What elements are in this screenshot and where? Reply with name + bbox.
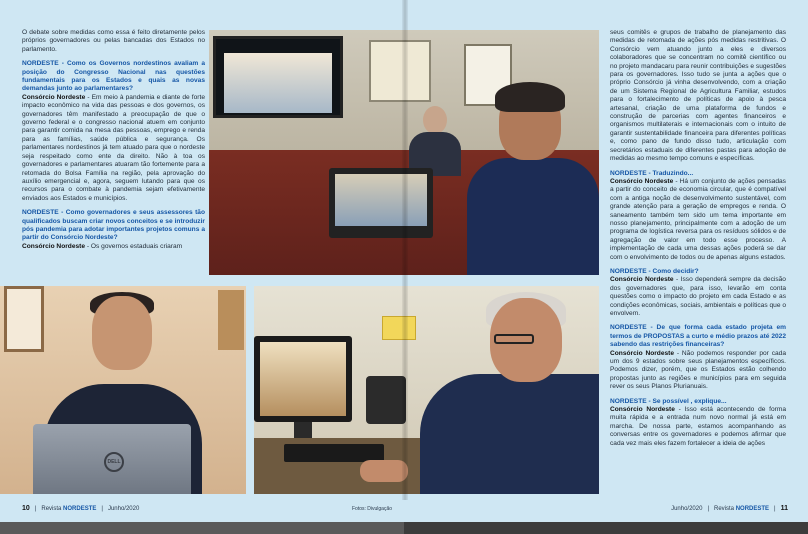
answer-1-label: Consórcio Nordeste — [22, 93, 86, 101]
question-5: NORDESTE - De que forma cada estado projeta em termos de PROPOSTAS a curto e médio prazos até 2022 sabendo das restrições financeiras? — [610, 324, 786, 349]
photo-credit: Fotos: Divulgação — [352, 506, 393, 512]
right-page-number: 11 — [780, 505, 788, 512]
tv-screen — [224, 53, 332, 113]
yellow-sign — [382, 316, 416, 340]
continued-paragraph: seus comitês e grupos de trabalho de planejamento das medidas de retomada de ações pós medidas restritivas. O Consórcio vem atuando junto a eles e diversos colaboradores que se concentram no comitê científico ou no projeto mandacaru para reunir contribuições e sugestões para os governadores. Isso tudo se junta a ações que o próprio Consórcio já vinha desenvolvendo, com a criação de um Sistema Regional de Agricultura Familiar, estudos para o fortalecimento de políticas de apoio à pesca artesanal, criação de uma plataforma de fundos e construção de parcerias com agentes financeiros e organismos multilaterais e internacionais com o intuito de garantir sustentabilidade financeira para diferentes políticas e, como pano de fundo disso tudo, articulação com secretários estaduais de diferentes pastas para adoção de medidas ao mesmo tempo comuns e específicas. — [610, 29, 786, 163]
man-with-laptop-photo — [0, 286, 246, 494]
laptop — [329, 168, 433, 238]
question-6: NORDESTE - Se possível , explique... — [610, 397, 727, 405]
answer-5-text: - Não podemos responder por cada um dos 9 estados sobre seus planejamentos específicos. Podemos dizer, porém, que os Estados estão colhendo propostas junto as regiões e municípios para em seguida rever os seus Planos Plurianuais. — [610, 349, 786, 391]
glasses-icon — [494, 334, 534, 344]
answer-5-label: Consórcio Nordeste — [610, 349, 675, 357]
question-paragraph — [610, 268, 786, 318]
answer-4-label: Consórcio Nordeste — [610, 276, 674, 284]
answer-6-text: - Isso está acontecendo de forma muita rápida e a entrada num novo normal já está em marcha. De nossa parte, estamos acompanhando as conversas entre os governadores e podemos afirmar que cada vez mais eles fazem fortalecer a ideia de ações — [610, 406, 786, 447]
wall-map — [369, 40, 431, 102]
question-2: NORDESTE - Como governadores e seus assessores tão qualificados buscam criar novos conceitos e se introduzir pós pandemia para adotar importantes projetos comuns a partir do Consórcio Nordeste? — [22, 209, 205, 242]
answer-3-label: Consórcio Nordeste — [610, 177, 674, 185]
computer-monitor — [254, 336, 352, 422]
question-paragraph — [22, 209, 205, 251]
background-attendee — [405, 106, 465, 176]
left-text-column — [22, 29, 205, 281]
question-paragraph — [22, 60, 205, 203]
question-paragraph — [610, 324, 786, 391]
answer-4-text: - Isso dependerá sempre da decisão dos governadores que, para isso, levarão em conta questões como o impacto do projeto em cada Estado e as condições econômicas, sociais, ambientais e políticas que o envolvem. — [610, 276, 786, 317]
question-1: NORDESTE - Como os Governos nordestinos avaliam a posição do Congresso Nacional nas questões fundamentais para os Estados e quais as novas demandas junto ao parlamentares? — [22, 60, 205, 93]
man-at-desk-photo — [254, 286, 599, 494]
right-text-column — [610, 29, 786, 497]
answer-1-text: - Em meio à pandemia e diante de forte impacto econômico na vida das pessoas e dos governos, os governadores têm manifestado a preocupação de que o governo federal e o congresso nacional atuem em conjunto para garantir comida na mesa das pessoas, emprego e renda para as famílias, saúde pública e segurança. Os parlamentares nordestinos já tem atuado para que o nordeste seja respeitado como ente da direito. Não à toa os governadores e parlamentares atuaram tão fortemente para a retomada do Bolsa Família na região, pela aprovação do auxílio emergencial e, agora, seguem lutando para que os recursos para o combate à pandemia sejam efetivamente enviados aos Estados e municípios. — [22, 93, 205, 202]
laptop-screen — [335, 174, 427, 226]
question-paragraph — [610, 398, 786, 448]
right-magazine-name: Revista NORDESTE — [714, 506, 770, 512]
wall-picture-frame — [4, 286, 44, 352]
answer-2-label: Consórcio Nordeste — [22, 242, 86, 250]
intro-paragraph: O debate sobre medidas como essa é feito diretamente pelos próprios governadores ou pelas bancadas dos Estados no parlamento. — [22, 29, 205, 53]
left-magazine-name: Revista NORDESTE — [41, 506, 97, 512]
right-date: Junho/2020 — [671, 506, 703, 512]
question-3: NORDESTE - Traduzindo... — [610, 169, 694, 177]
bottom-strip — [0, 522, 808, 534]
question-paragraph — [610, 170, 786, 262]
video-conference-tv — [213, 36, 343, 118]
desk-phone — [366, 376, 406, 424]
monitor-stand — [294, 422, 312, 438]
answer-6-label: Consórcio Nordeste — [610, 406, 675, 414]
bookshelf — [218, 290, 244, 350]
answer-3-text: - Há um conjunto de ações pensadas a partir do conceito de economia circular, que é compatível com a antiga noção de desenvolvimento sustentável, com grande atenção para a geração de empregos e renda. O saneamento também tem sido um tema importante em nosso planejamento, principalmente com a adoção de um programa de logística reversa para os resíduos sólidos e de agregação de valor em todo esse processo. A implementação de cada uma dessas ações poderá se dar com o envolvimento de todos ou de apenas alguns estados. — [610, 177, 786, 261]
man-head — [92, 296, 152, 370]
left-footer: 10 | Revista NORDESTE | Junho/2020 — [22, 505, 140, 512]
monitor-screen — [260, 342, 346, 416]
answer-2-text: - Os governos estaduais criaram — [85, 242, 183, 250]
left-date: Junho/2020 — [107, 506, 140, 512]
dell-logo: DELL — [104, 452, 124, 472]
governor-figure — [467, 86, 599, 275]
question-4: NORDESTE - Como decidir? — [610, 267, 699, 275]
left-page-number: 10 — [22, 505, 30, 512]
page-gutter — [402, 0, 408, 500]
right-footer: Junho/2020 | Revista NORDESTE | 11 — [671, 505, 788, 512]
